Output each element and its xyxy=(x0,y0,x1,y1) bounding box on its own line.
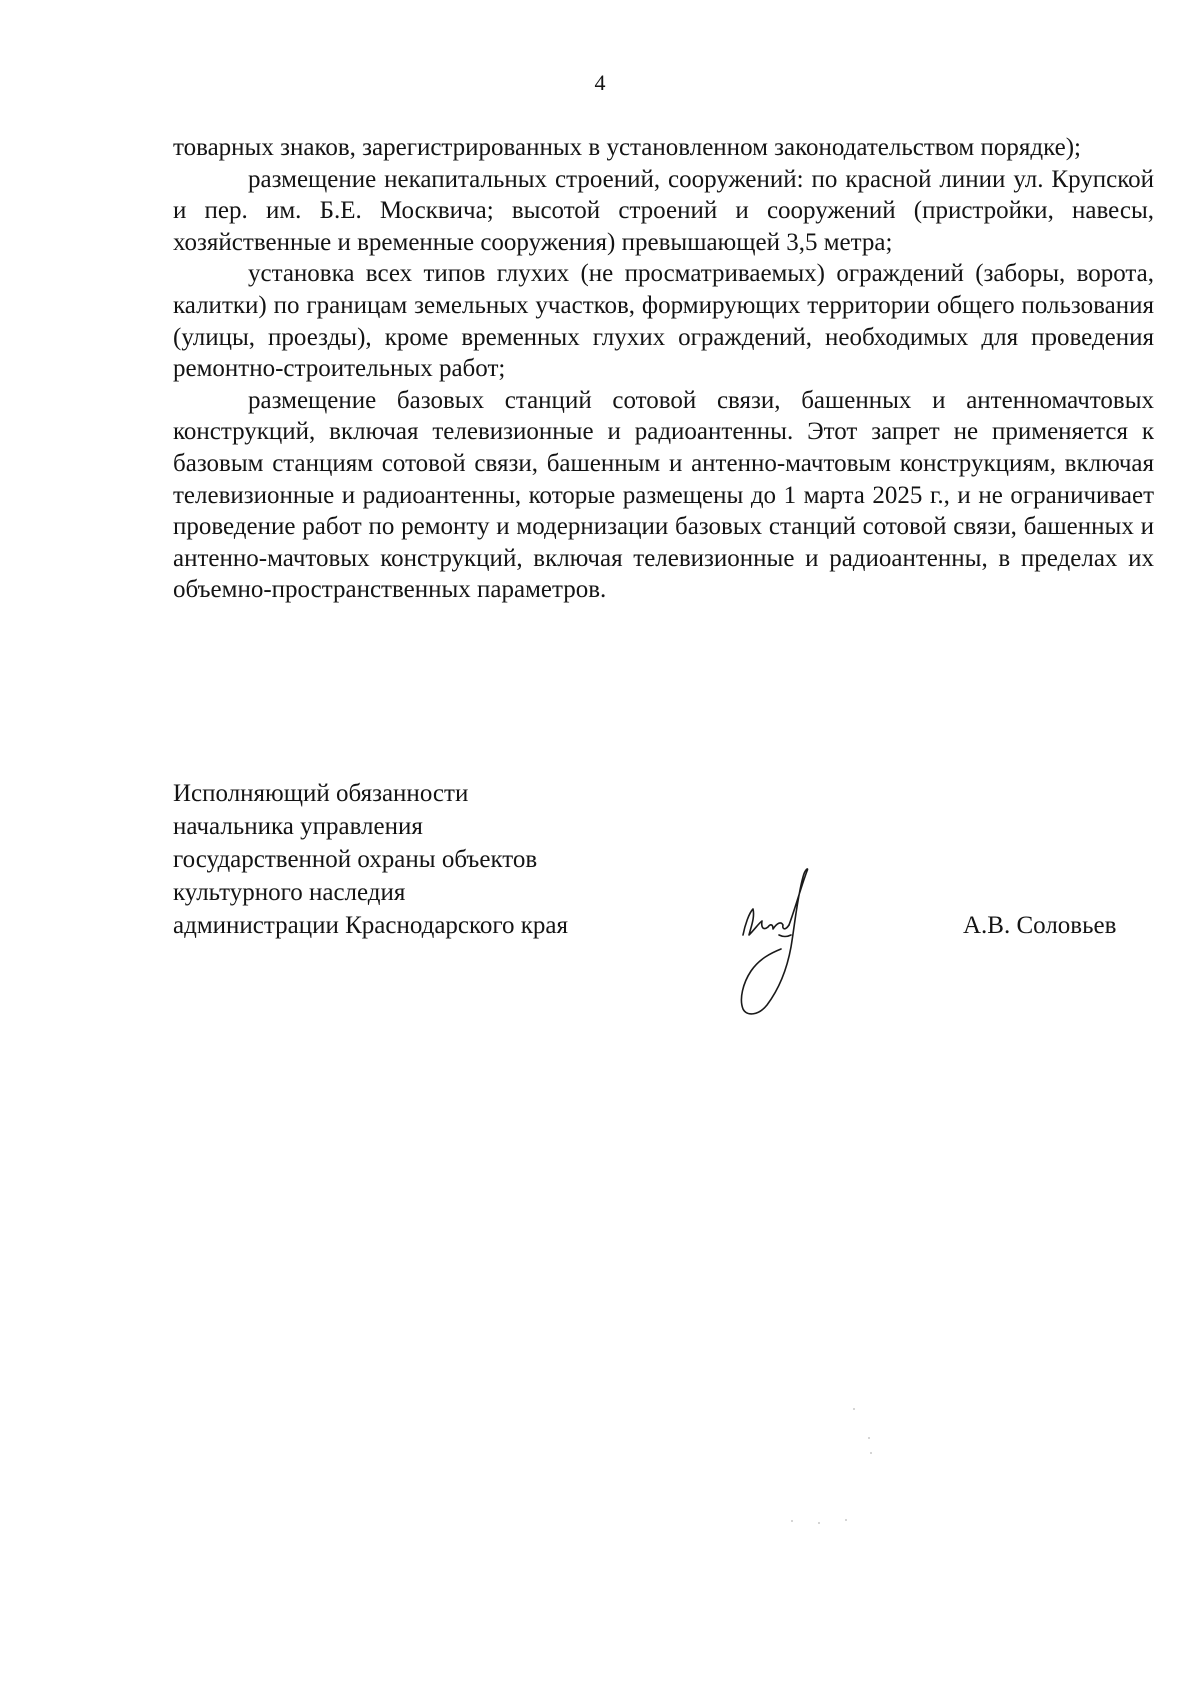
page-number: 4 xyxy=(594,70,606,95)
scan-speck xyxy=(853,1408,855,1410)
signatory-name: А.В. Соловьев xyxy=(963,912,1117,939)
scan-speck xyxy=(870,1452,872,1454)
document-body xyxy=(173,132,1154,606)
position-line: культурного наследия xyxy=(173,879,406,906)
scan-speck xyxy=(818,1522,820,1524)
scan-speck xyxy=(868,1437,870,1439)
paragraph-continuation: товарных знаков, зарегистрированных в установленном законодательством порядке); xyxy=(173,134,1081,161)
position-line: Исполняющий обязанности xyxy=(173,780,469,807)
position-line: администрации Краснодарского края xyxy=(173,912,569,939)
position-line: государственной охраны объектов xyxy=(173,846,538,873)
position-line: начальника управления xyxy=(173,813,423,840)
paragraph-non-capital-structures: размещение некапитальных строений, сооружений: по красной линии ул. Крупской и пер. им. Б.Е. Москвича; высотой строений и сооружений (пристройки, навесы, хозяйственные и временные сооружения) превышающей 3,5 метра; xyxy=(173,165,1154,256)
paragraph-solid-fences: установка всех типов глухих (не просматриваемых) ограждений (заборы, ворота, калитки) по границам земельных участков, формирующих территории общего пользования (улицы, проезды), кроме временных глухих ограждений, необходимых для проведения ремонтно-строительных работ; xyxy=(173,260,1154,383)
handwritten-signature xyxy=(735,865,855,1025)
scan-speck xyxy=(791,1520,793,1522)
signatory-position xyxy=(173,777,613,942)
paragraph-cell-stations: размещение базовых станций сотовой связи, башенных и антенномачтовых конструкций, включая телевизионные и радиоантенны. Этот запрет не применяется к базовым станциям сотовой связи, башенным и антенно-мачтовым конструкциям, включая телевизионные и радиоантенны, которые размещены до 1 марта 2025 г., и не ограничивает проведение работ по ремонту и модернизации базовых станций сотовой связи, башенных и антенно-мачтовых конструкций, включая телевизионные и радиоантенны, в пределах их объемно-пространственных параметров. xyxy=(173,386,1154,604)
scan-speck xyxy=(845,1519,847,1521)
